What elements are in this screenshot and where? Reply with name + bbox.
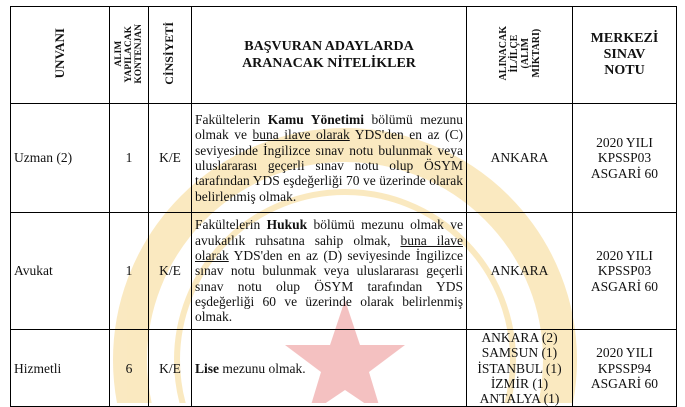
table-row: [11, 213, 677, 330]
header-il-line3: (ALIM: [519, 38, 531, 69]
il-list-item: SAMSUN (1): [481, 345, 558, 361]
cell-unvan: Avukat: [11, 213, 110, 330]
cell-cinsiyet: K/E: [149, 330, 192, 407]
cell-nitelik: [192, 213, 467, 330]
cell-il-list: [467, 330, 573, 407]
sinav-notu-line3: ASGARİ 60: [590, 278, 659, 294]
cell-kontenjan: 1: [110, 104, 149, 213]
cell-il: ANKARA: [467, 213, 573, 330]
il-list-item: ANTALYA (1): [479, 391, 560, 407]
header-alim-line2: YAPILACAK: [124, 25, 134, 82]
header-alim-line3: KONTENJAN: [134, 23, 144, 84]
header-il-line2: İL/İLÇE: [508, 34, 520, 73]
nitelik-text: bölümü mezunu olmak ve: [195, 112, 463, 143]
cell-nitelik: [192, 330, 467, 407]
cell-cinsiyet: K/E: [149, 104, 192, 213]
header-cinsiyeti: [149, 7, 192, 104]
nitelik-text: Fakültelerin: [195, 217, 267, 233]
header-nitelik-line1: BAŞVURAN ADAYLARDA: [244, 39, 414, 54]
nitelik-text: YDS'den en az (C) seviyesinde İngilizce sınav notu bulunmak veya uluslararası geçerli sınav notu olup ÖSYM tarafından YDS eşdeğerliği 70 ve üzerinde olarak belirlenmiş olmak.: [195, 127, 463, 204]
header-merkezi-line3: NOTU: [604, 63, 645, 78]
header-merkezi-sinav-notu: [573, 7, 677, 104]
header-alim-kontenjan: [110, 7, 149, 104]
header-nitelikler: [192, 7, 467, 104]
sinav-notu-line2: KPSSP03: [597, 150, 652, 166]
cell-il: ANKARA: [467, 104, 573, 213]
nitelik-text: mezunu olmak.: [219, 360, 306, 376]
cell-kontenjan: 6: [110, 330, 149, 407]
cell-sinav-notu: [573, 330, 677, 407]
table-row: [11, 104, 677, 213]
cell-kontenjan: 1: [110, 213, 149, 330]
header-il-line1: ALINACAK: [497, 26, 509, 81]
sinav-notu-line3: ASGARİ 60: [590, 375, 659, 391]
sinav-notu-line1: 2020 YILI: [596, 135, 653, 151]
header-merkezi-line1: MERKEZİ: [590, 31, 659, 46]
personnel-table: [10, 6, 677, 407]
header-alim-line1: ALIM: [114, 40, 124, 67]
sinav-notu-line2: KPSSP03: [597, 263, 652, 279]
sinav-notu-line1: 2020 YILI: [596, 248, 653, 264]
sinav-notu-line3: ASGARİ 60: [590, 165, 659, 181]
nitelik-text: bölümü mezunu olmak ve avukatlık ruhsatına sahip olmak,: [195, 217, 463, 248]
il-list-item: İZMİR (1): [490, 375, 549, 391]
header-unvani: [11, 7, 110, 104]
header-merkezi-line2: SINAV: [603, 47, 646, 62]
table-row: [11, 330, 677, 407]
il-list-item: ANKARA (2): [481, 330, 558, 345]
nitelik-bold: Kamu Yönetimi: [267, 112, 364, 128]
header-nitelik-line2: ARANACAK NİTELİKLER: [242, 56, 416, 71]
cell-sinav-notu: [573, 104, 677, 213]
nitelik-underline: buna ilave olarak: [195, 232, 463, 264]
nitelik-text: Fakültelerin: [195, 112, 268, 128]
header-unvani-text: UNVANI: [52, 28, 68, 79]
nitelik-bold: Lise: [195, 360, 220, 376]
header-il-line4: MİKTARI): [530, 29, 542, 78]
sinav-notu-line1: 2020 YILI: [596, 345, 653, 361]
nitelik-underline: buna ilave olarak: [252, 127, 350, 143]
il-list-item: İSTANBUL (1): [477, 360, 562, 376]
header-row: [11, 7, 677, 104]
sinav-notu-line2: KPSSP94: [597, 360, 652, 376]
cell-cinsiyet: K/E: [149, 213, 192, 330]
header-cinsiyeti-text: CİNSİYETİ: [162, 22, 177, 85]
nitelik-text: YDS'den en az (D) seviyesinde İngilizce sınav notu bulunmak veya uluslararası geçerli sınav notu olup ÖSYM tarafından YDS eşdeğerliği 60 ve üzerinde olarak belirlenmiş olmak.: [195, 248, 463, 325]
cell-nitelik: [192, 104, 467, 213]
header-il-ilce: [467, 7, 573, 104]
cell-sinav-notu: [573, 213, 677, 330]
header-il-text: [498, 26, 542, 80]
cell-unvan: Uzman (2): [11, 104, 110, 213]
cell-unvan: Hizmetli: [11, 330, 110, 407]
nitelik-bold: Hukuk: [266, 217, 308, 233]
header-alim-text: [114, 24, 144, 84]
